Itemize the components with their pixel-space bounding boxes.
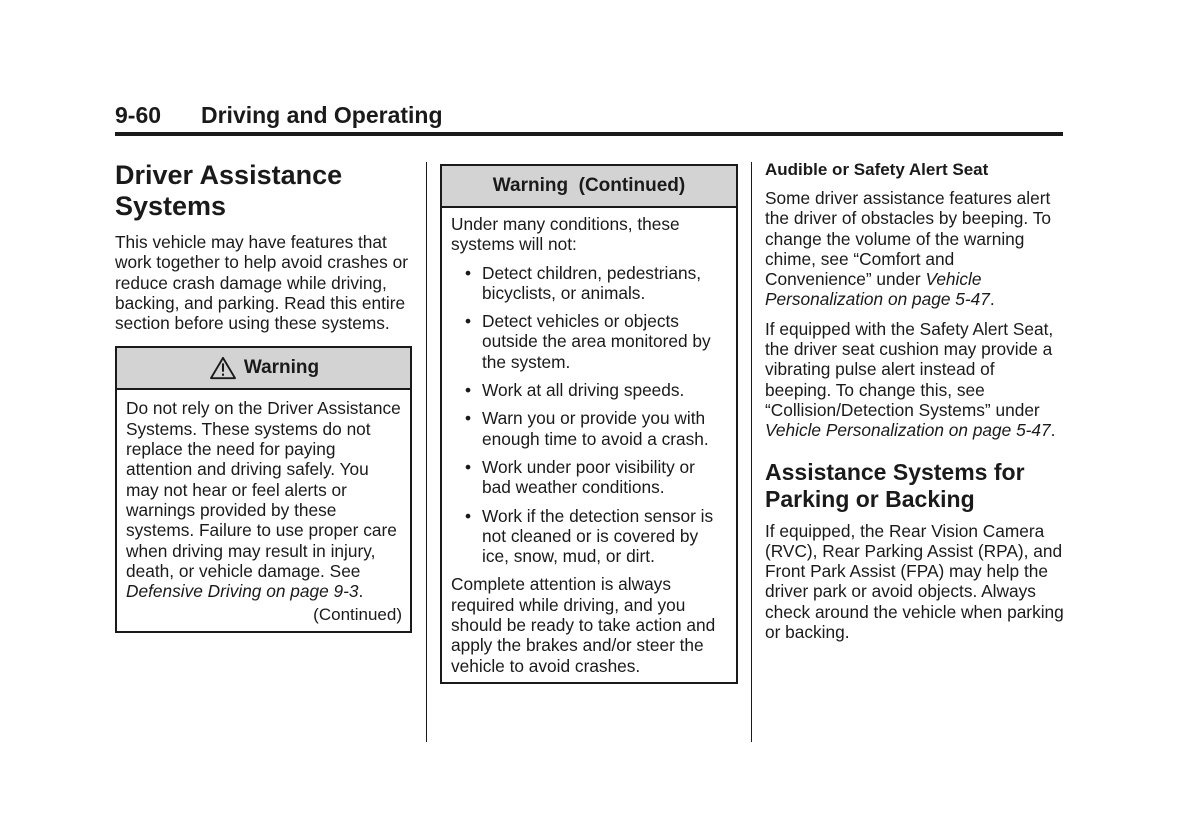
column-2 (440, 164, 738, 684)
warning-text-end: . (358, 581, 364, 602)
warning-continued-header: Warning (Continued) (442, 166, 736, 208)
list-item: • Work if the detection sensor is not cleaned or is covered by ice, snow, mud, or dirt. (465, 505, 714, 567)
warning-text-main: Do not rely on the Driver Assistance Systems. These systems do not replace the need for paying attention and driving safely. You may not hear or feel alerts or warnings provided by these systems. Failure to use proper care when driving may result in injury, death, or vehicle damage. See (126, 398, 401, 581)
bullet-icon: • (465, 408, 472, 429)
list-item: • Detect children, pedestrians, bicyclists, or animals. (465, 262, 702, 303)
continued-note: (Continued) (313, 605, 402, 625)
bullet-icon: • (465, 456, 472, 477)
section-title-line1: Driver Assistance (115, 160, 343, 190)
paragraph: Some driver assistance features alert the driver of obstacles by beeping. To change the volume of the warning chime, see “Comfort and Convenience” under Vehicle Personalization on page 5-47. (765, 188, 1051, 310)
column-divider (751, 162, 752, 742)
subsection-heading: Audible or Safety Alert Seat (765, 160, 989, 179)
paragraph: If equipped, the Rear Vision Camera (RVC), Rear Parking Assist (RPA), and Front Park Assist (FPA) may help the driver park or avoid objects. Always check around the vehicle when parking or backing. (765, 520, 1064, 643)
warning-text (126, 398, 402, 601)
list-item: • Detect vehicles or objects outside the area monitored by the system. (465, 311, 711, 372)
section-title-line2: Systems (115, 191, 227, 221)
bullet-icon: • (465, 311, 472, 332)
page-number: 9-60 (115, 102, 162, 128)
running-header (115, 100, 1063, 136)
paragraph: If equipped with the Safety Alert Seat, the driver seat cushion may provide a vibrating pulse alert instead of beeping. To change this, see “Collision/Detection Systems” under Vehicle Personalization on page 5-47. (765, 318, 1056, 441)
list-item: • Work under poor visibility or bad weather conditions. (465, 456, 695, 498)
list-item: • Warn you or provide you with enough time to avoid a crash. (465, 408, 709, 449)
warning-continued-box (440, 164, 738, 684)
column-divider (426, 162, 427, 742)
bullet-icon: • (465, 505, 472, 526)
warning-box (115, 346, 412, 633)
intro-paragraph: This vehicle may have features that work together to help avoid crashes or reduce crash damage while driving, backing, and parking. Read this entire section before using these systems. (115, 232, 408, 334)
limitations-list (451, 263, 728, 567)
column-1 (115, 160, 412, 633)
section-heading: Assistance Systems for Parking or Backing (765, 458, 1025, 512)
chapter-title: Driving and Operating (201, 102, 443, 128)
warning-triangle-icon (208, 356, 238, 380)
cross-reference-link[interactable]: Vehicle Personalization on page 5-47 (765, 269, 990, 310)
warning-label: Warning (243, 357, 320, 379)
list-item: • Work at all driving speeds. (465, 380, 685, 401)
bullet-icon: • (465, 262, 472, 283)
bullet-icon: • (465, 380, 472, 401)
cross-reference-link[interactable]: Vehicle Personalization on page 5-47 (765, 420, 1051, 441)
cross-reference-link[interactable]: Defensive Driving on page 9-3 (126, 581, 359, 602)
warning-continued-body (442, 208, 736, 682)
warning-body (117, 390, 410, 631)
warning-intro: Under many conditions, these systems will not: (451, 214, 680, 255)
warning-closing: Complete attention is always required while driving, and you should be ready to take action and apply the brakes and/or steer the vehicle to avoid crashes. (451, 574, 716, 676)
section-title (115, 160, 412, 222)
warning-header (117, 348, 410, 390)
column-3 (765, 160, 1065, 642)
